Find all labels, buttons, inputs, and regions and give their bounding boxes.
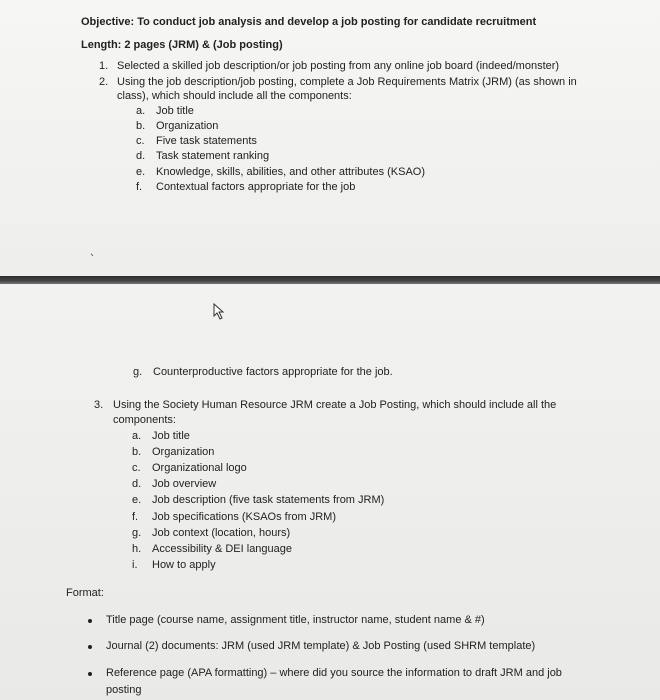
step-text: Using the job description/job posting, complete a Job Requirements Matrix (JRM) (as shown in — [117, 76, 577, 88]
list-item: Counterproductive factors appropriate for the job. — [153, 366, 393, 378]
bullet-icon — [88, 619, 92, 623]
list-item: Job title — [152, 430, 190, 442]
step-text: class), which should include all the components: — [117, 90, 352, 102]
list-letter: e. — [136, 166, 146, 178]
list-item: Knowledge, skills, abilities, and other attributes (KSAO) — [156, 166, 426, 178]
list-letter: e. — [132, 494, 142, 506]
step-number: 1. — [99, 60, 109, 72]
list-letter: d. — [136, 150, 146, 162]
list-item: Task statement ranking — [156, 150, 270, 162]
list-letter: h. — [132, 543, 142, 555]
list-letter: b. — [136, 120, 146, 132]
format-item: Title page (course name, assignment title, instructor name, student name & #) — [106, 614, 485, 626]
format-item: posting — [106, 684, 142, 696]
step-text: components: — [113, 414, 176, 426]
list-letter: g. — [133, 366, 143, 378]
step-text: Selected a skilled job description/or job posting from any online job board (indeed/monster) — [117, 60, 560, 72]
list-letter: c. — [136, 135, 145, 147]
list-item: Organizational logo — [152, 462, 247, 474]
list-item: Job context (location, hours) — [152, 527, 291, 539]
length-heading: Length: 2 pages (JRM) & (Job posting) — [81, 39, 283, 51]
step-text: Using the Society Human Resource JRM create a Job Posting, which should include all the — [113, 399, 557, 411]
list-item: Job description (five task statements from JRM) — [152, 494, 385, 506]
format-item: Reference page (APA formatting) – where did you source the information to draft JRM and job — [106, 667, 562, 679]
list-letter: g. — [132, 527, 142, 539]
list-item: Contextual factors appropriate for the job — [156, 181, 356, 193]
list-item: Job overview — [152, 478, 217, 490]
list-item: Job title — [156, 105, 194, 117]
format-item: Journal (2) documents: JRM (used JRM template) & Job Posting (used SHRM template) — [106, 640, 536, 652]
bullet-icon — [88, 645, 92, 649]
step-number: 2. — [99, 76, 109, 88]
list-letter: f. — [132, 511, 139, 523]
page-divider — [0, 276, 660, 284]
mouse-cursor-icon — [212, 302, 228, 322]
list-item: Five task statements — [156, 135, 257, 147]
bullet-icon — [88, 672, 92, 676]
list-letter: a. — [132, 430, 142, 442]
list-item: Job specifications (KSAOs from JRM) — [152, 511, 336, 523]
list-letter: b. — [132, 446, 142, 458]
page-two — [0, 284, 660, 700]
list-item: How to apply — [152, 559, 216, 571]
list-item: Organization — [152, 446, 215, 458]
list-letter: i. — [132, 559, 138, 571]
list-letter: f. — [136, 181, 143, 193]
list-letter: c. — [132, 462, 141, 474]
list-letter: d. — [132, 478, 142, 490]
list-item: Accessibility & DEI language — [152, 543, 293, 555]
step-number: 3. — [94, 399, 104, 411]
list-item: Organization — [156, 120, 219, 132]
list-letter: a. — [136, 105, 146, 117]
objective-heading: Objective: To conduct job analysis and develop a job posting for candidate recruitment — [81, 16, 537, 28]
format-heading: Format: — [66, 587, 104, 599]
